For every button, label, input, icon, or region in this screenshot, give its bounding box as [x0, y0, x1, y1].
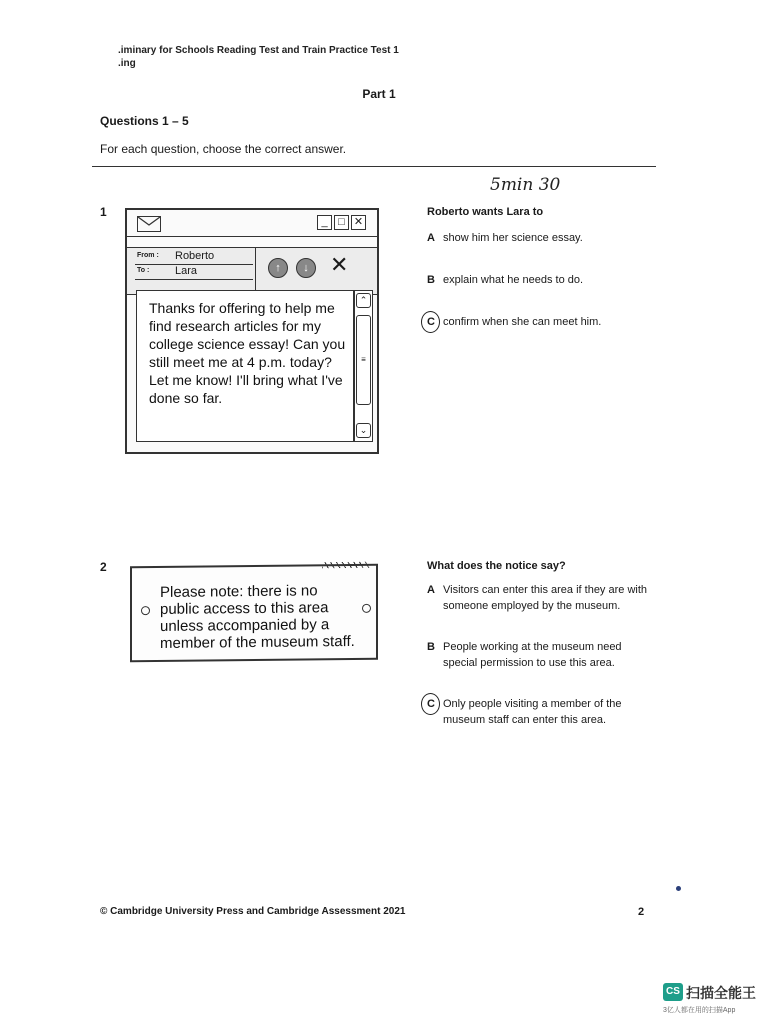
option-text-line-2: museum staff can enter this area.	[443, 714, 607, 726]
scanner-app-name: 扫描全能王	[686, 985, 756, 1001]
email-scrollbar	[354, 290, 373, 442]
header-line-1: .iminary for Schools Reading Test and Train Practice Test 1	[118, 45, 399, 56]
q2-option-b	[427, 639, 727, 671]
scroll-down-icon: ⌄	[356, 423, 371, 438]
option-text-line-1: People working at the museum need	[443, 641, 622, 653]
question-1-number: 1	[100, 205, 107, 219]
running-header	[118, 44, 399, 70]
close-icon: ✕	[351, 215, 366, 230]
part-title: Part 1	[362, 87, 396, 101]
option-letter: B	[427, 274, 435, 286]
scroll-thumb: ≡	[356, 315, 371, 405]
q2-option-a	[427, 582, 727, 614]
from-value: Roberto	[175, 250, 215, 262]
scroll-up-icon: ⌃	[356, 293, 371, 308]
header-line-2: .ing	[118, 58, 136, 69]
option-text: show him her science essay.	[443, 232, 583, 244]
from-row	[135, 250, 253, 265]
email-body	[136, 290, 354, 442]
to-value: Lara	[175, 265, 198, 277]
arrow-down-icon: ↓	[296, 258, 316, 278]
selected-answer-circle-q1	[421, 311, 440, 333]
maximize-icon: □	[334, 215, 349, 230]
sign-hatching	[322, 562, 370, 569]
minimize-icon: _	[317, 215, 332, 230]
option-text-line-1: Only people visiting a member of the	[443, 698, 622, 710]
toolbar-separator	[255, 247, 256, 293]
option-text-line-2: someone employed by the museum.	[443, 600, 621, 612]
screw-icon	[141, 606, 150, 615]
email-window-illustration	[125, 208, 379, 454]
from-label: From :	[137, 252, 159, 259]
option-letter: B	[427, 641, 435, 653]
notice-text: Please note: there is no public access to this area unless accompanied by a member of the museum staff.	[160, 582, 355, 652]
scanner-app-subtitle: 3亿人都在用的扫描App	[663, 1007, 736, 1014]
q1-option-b	[427, 272, 727, 288]
email-address-fields	[135, 250, 253, 280]
question-range: Questions 1 – 5	[100, 114, 189, 128]
question-2-number: 2	[100, 560, 107, 574]
divider-line	[92, 166, 656, 167]
instruction-text: For each question, choose the correct answer.	[100, 142, 347, 156]
to-label: To :	[137, 267, 150, 274]
option-text: confirm when she can meet him.	[443, 316, 602, 328]
handwritten-time-note: 5min 30	[490, 175, 561, 195]
option-letter: A	[427, 584, 435, 596]
notice-sign-illustration	[130, 564, 378, 663]
email-message-text: Thanks for offering to help me find research articles for my college science essay! Can you still meet me at 4 p.m. today? Let me know! I'll bring what I've done so far.	[149, 300, 346, 406]
screw-icon	[362, 604, 371, 613]
envelope-icon	[137, 216, 161, 232]
option-letter: C	[427, 698, 435, 710]
copyright-footer: © Cambridge University Press and Cambridge Assessment 2021	[100, 906, 406, 917]
scanner-logo: CS	[663, 983, 683, 1001]
q1-option-c	[427, 314, 727, 330]
option-letter: C	[427, 316, 435, 328]
question-1-stem: Roberto wants Lara to	[427, 206, 544, 218]
selected-answer-circle-q2	[421, 693, 440, 715]
option-letter: A	[427, 232, 435, 244]
ink-dot	[676, 886, 681, 891]
to-row	[135, 265, 253, 280]
option-text-line-2: special permission to use this area.	[443, 657, 615, 669]
page-number: 2	[638, 906, 645, 918]
delete-x-icon: ✕	[330, 252, 349, 277]
arrow-up-icon: ↑	[268, 258, 288, 278]
option-text-line-1: Visitors can enter this area if they are with	[443, 584, 648, 596]
q1-option-a	[427, 230, 727, 246]
q2-option-c	[427, 696, 727, 728]
question-2-stem: What does the notice say?	[427, 560, 566, 572]
email-titlebar	[127, 210, 377, 237]
option-text: explain what he needs to do.	[443, 274, 584, 286]
